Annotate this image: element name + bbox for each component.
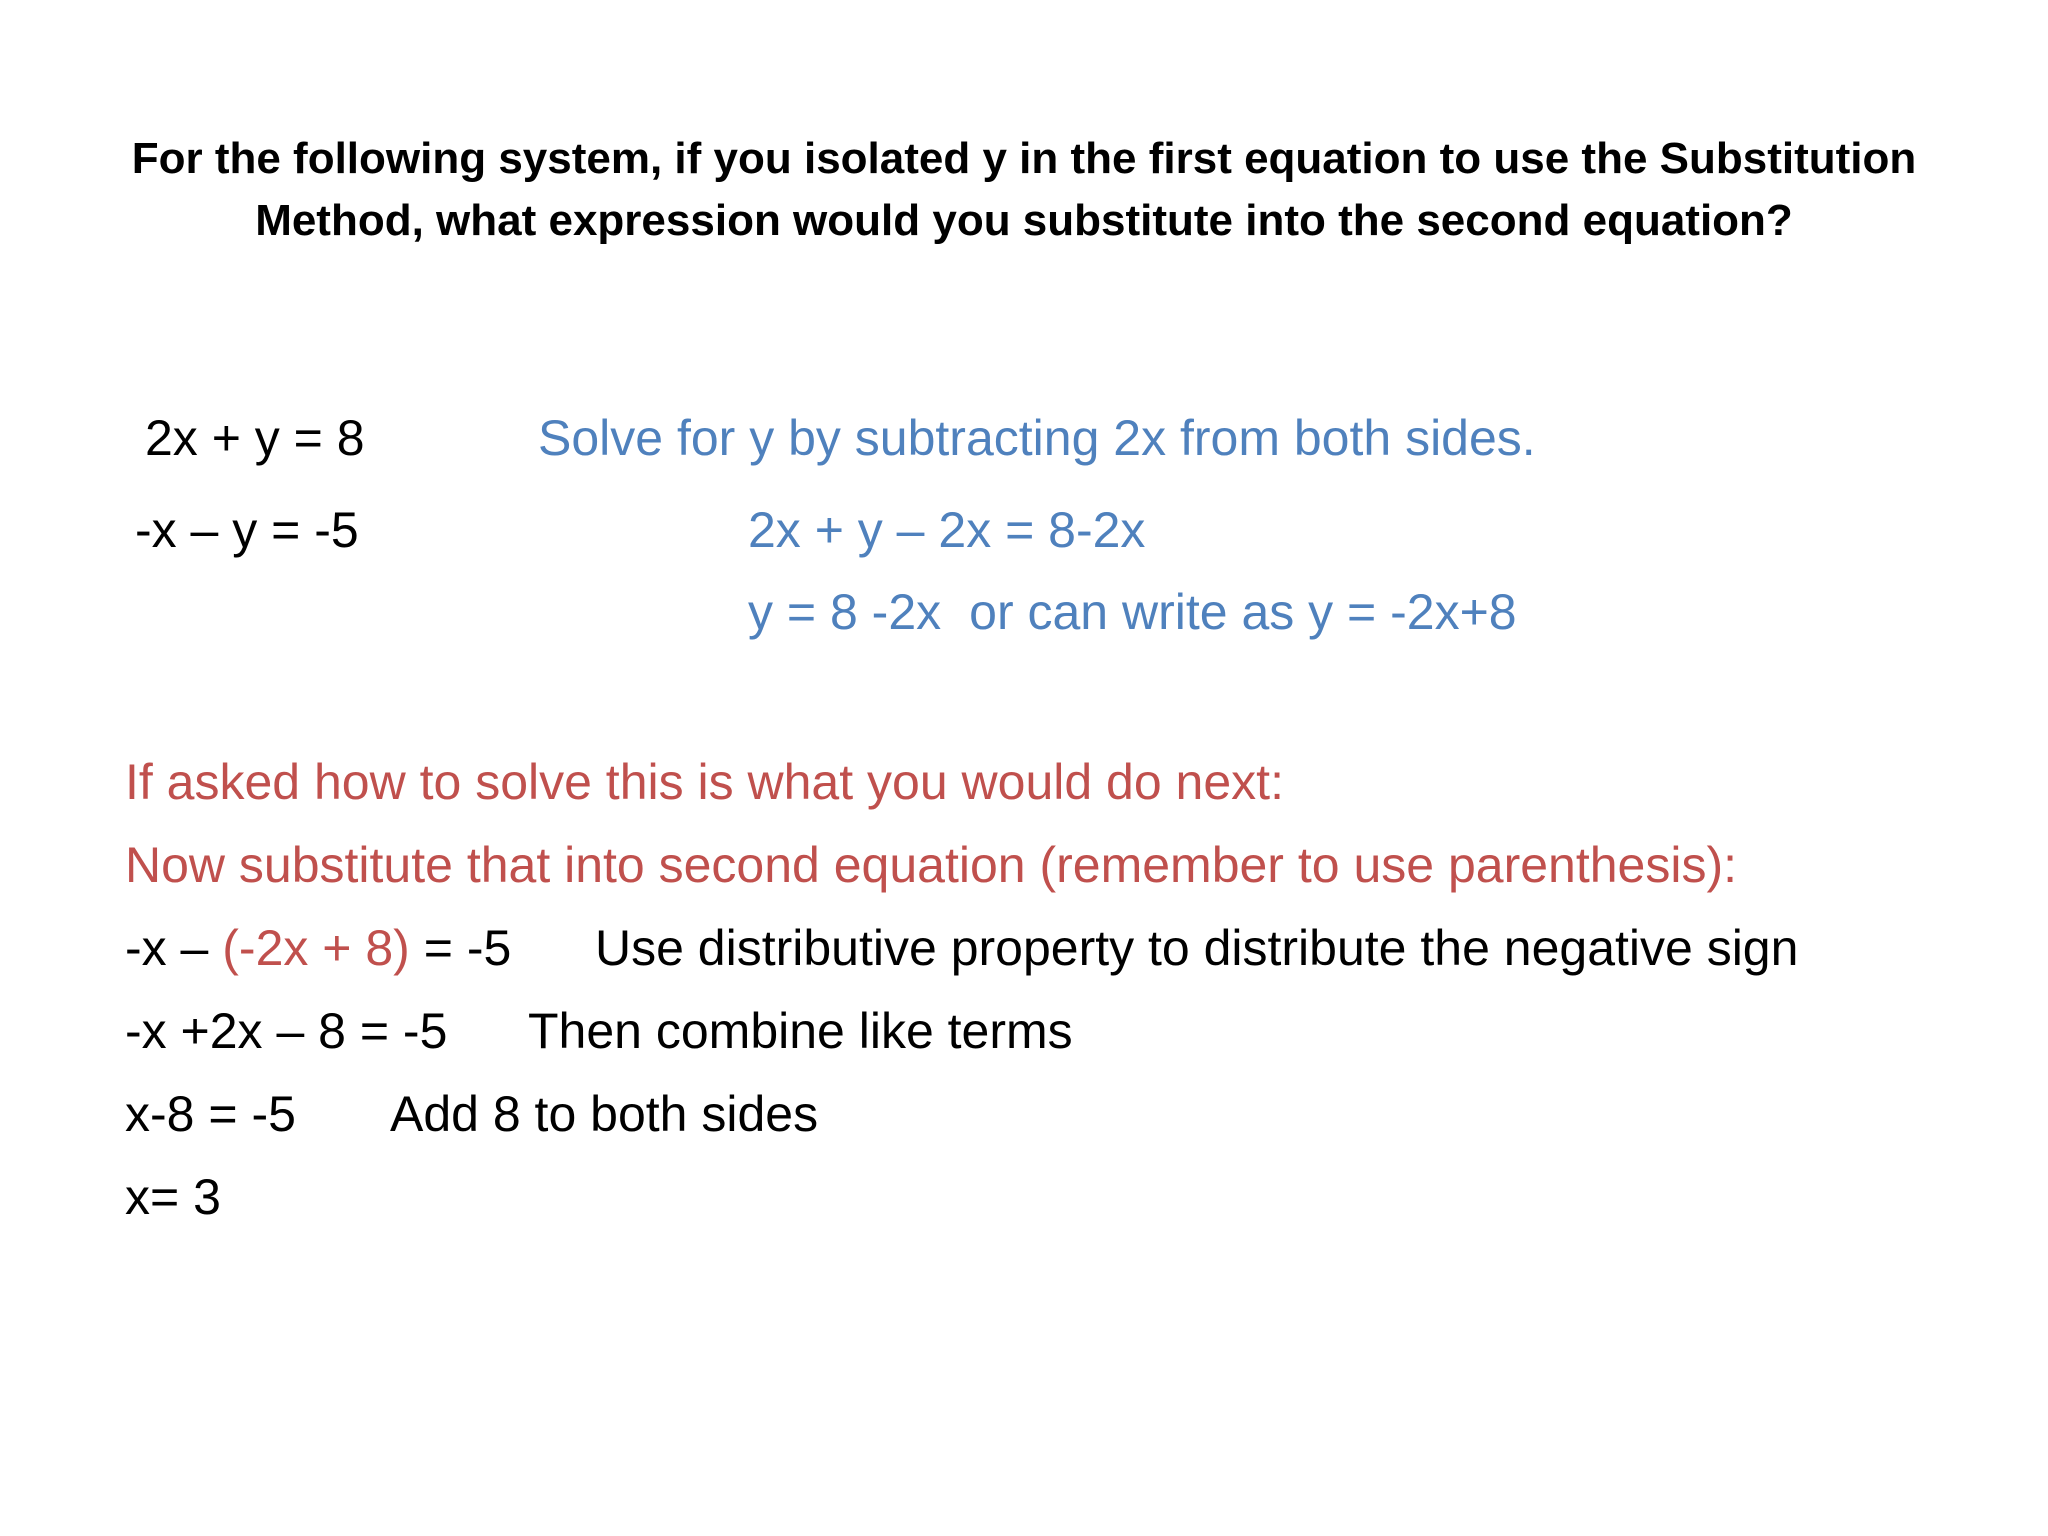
next-steps-intro: If asked how to solve this is what you would do next: [125, 754, 1284, 810]
system-equation-1: 2x + y = 8 [145, 410, 365, 466]
work-row-3-equation: x-8 = -5 [125, 1086, 296, 1142]
solve-step-1: 2x + y – 2x = 8-2x [748, 502, 1146, 558]
work-row-2-note: Then combine like terms [528, 1003, 1073, 1059]
solve-for-y-instruction: Solve for y by subtracting 2x from both sides. [538, 410, 1536, 466]
work-row-1-suffix: = -5 [423, 920, 512, 976]
system-equation-2: -x – y = -5 [135, 502, 359, 558]
substitute-instruction: Now substitute that into second equation (remember to use parenthesis): [125, 837, 1737, 893]
title-line-1: For the following system, if you isolated y in the first equation to use the Substitution [131, 134, 1917, 183]
work-row-2-equation: -x +2x – 8 = -5 [125, 1003, 448, 1059]
solve-step-2 [748, 582, 1517, 642]
work-row-1-substituted-expression: (-2x + 8) [222, 920, 410, 976]
work-row-1-prefix: -x – [125, 920, 209, 976]
slide-title [90, 128, 1958, 252]
work-row-4-equation: x= 3 [125, 1169, 221, 1225]
solve-step-2-alternate: or can write as y = -2x+8 [969, 584, 1517, 640]
work-row-1-note: Use distributive property to distribute the negative sign [595, 920, 1799, 976]
work-row-3-note: Add 8 to both sides [390, 1086, 819, 1142]
title-line-2: Method, what expression would you substitute into the second equation? [255, 196, 1793, 245]
work-row-1 [125, 918, 511, 978]
solve-step-2-result: y = 8 -2x [748, 584, 942, 640]
